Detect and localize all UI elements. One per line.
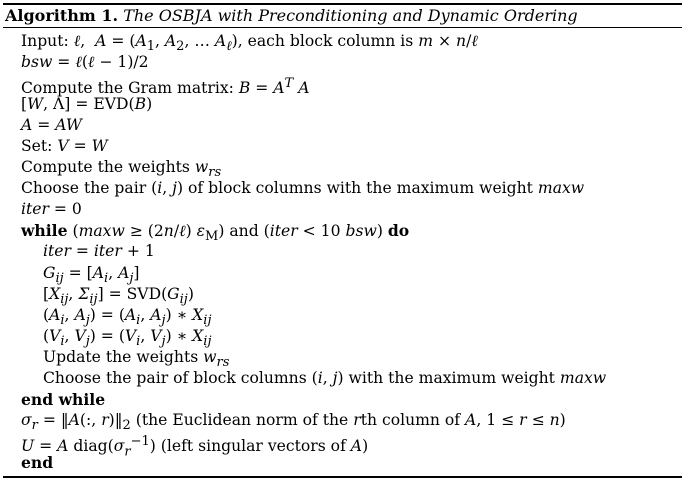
algo-line-a-aw: A = AW [21,116,82,135]
algo-line-iter-inc: iter = iter + 1 [43,242,155,261]
algo-line-svd: [$X_{ij}$, $\Sigma_{ij}] = SVD(G_{ij})$ [43,284,194,307]
algo-line-bsw: bsw = ℓ(ℓ − 1)/2 [21,53,149,72]
algo-line-update-weights: Update the weights $w_{rs}$ [43,347,230,370]
algo-line-choose: Choose the pair (i, j) of block columns with the maximum weight maxw [21,179,585,198]
algo-line-gram: Compute the Gram matrix: $B = A^T$ A [21,76,310,98]
algo-line-end: end [21,452,54,472]
algorithm-label: Algorithm 1. [5,6,119,25]
algo-line-end-while: end while [21,389,106,409]
algo-line-choose-again: Choose the pair of block columns (i, j) with the maximum weight maxw [43,368,607,387]
algorithm-caption: The OSBJA with Preconditioning and Dynamic Ordering [123,6,578,25]
algo-line-sigma: $\sigma_r$ = ‖A(:, $r)‖_2$ (the Euclidean norm of the rth column of A, 1 ≤ r ≤ n) [21,410,566,433]
algo-line-iter-init: iter = 0 [21,200,82,219]
algo-line-while: while (maxw ≥ (2n/ℓ) $\varepsilon_M$) and (iter < 10 bsw) do [21,221,410,245]
algorithm-body [3,28,682,476]
algo-line-update-a: ($A_i$, $A_j) = (A_i$, $A_j$) ∗ $X_{ij}$ [43,305,212,328]
algo-line-u: U = A $diag(\sigma_r^{-1})$ (left singular vectors of A) [21,433,369,460]
algo-line-evd: [W, Λ] = EVD(B) [21,95,153,114]
algo-line-input: Input: ℓ, $A = (A_1$, $A_2$, … $A_\ell$), each block column is m × n/ℓ [21,32,478,55]
bottom-rule [3,476,682,478]
algorithm-header [3,5,682,27]
algo-line-update-v: ($V_i$, $V_j) = (V_i$, $V_j$) ∗ $X_{ij}$ [43,326,212,349]
algo-line-gij: $G_{ij} = [A_i$, $A_j$] [43,263,140,286]
algorithm-box [3,3,682,478]
algo-line-set-v: Set: V = W [21,137,108,156]
algo-line-weights: Compute the weights $w_{rs}$ [21,158,222,181]
